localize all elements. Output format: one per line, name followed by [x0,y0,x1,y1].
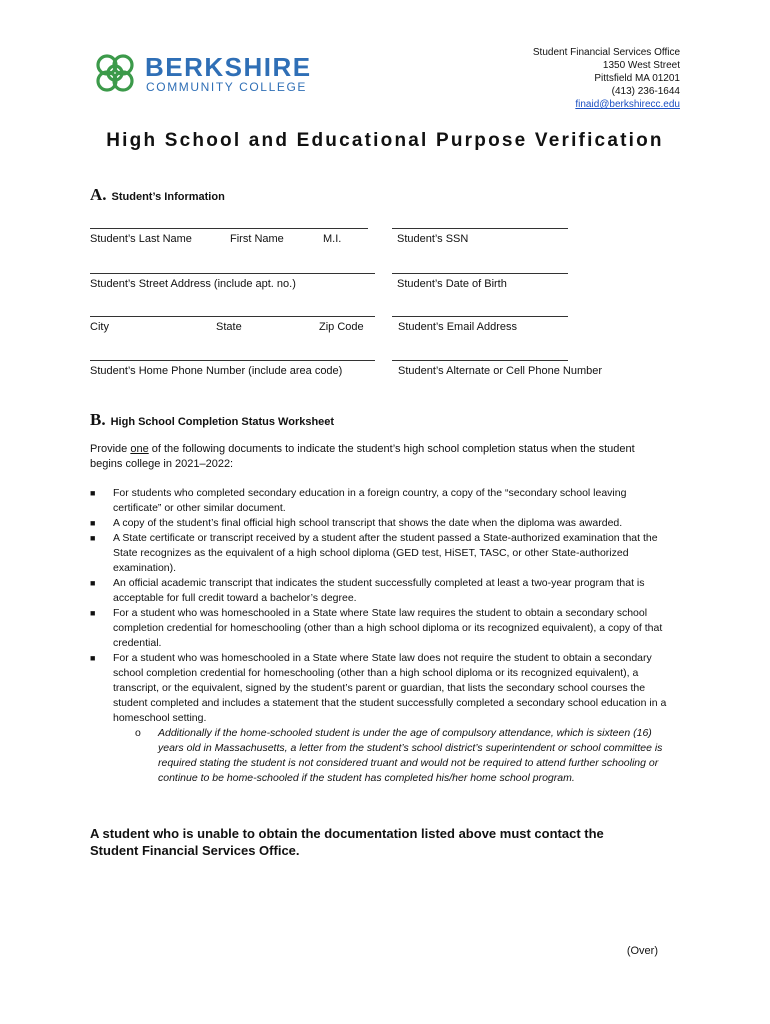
logo-wordmark: BERKSHIRE [145,52,312,82]
logo-subtitle: COMMUNITY COLLEGE [146,80,307,94]
ssn-label: Student’s SSN [397,233,469,245]
section-a-title: Student’s Information [111,191,225,203]
list-item: ■ For students who completed secondary education in a foreign country, a copy of the “secondary school leaving certificate” or other similar document. [90,487,627,514]
list-item: ■ A copy of the student’s final official high school transcript that shows the date when the diploma was awarded. [90,517,623,529]
dob-label: Student’s Date of Birth [397,278,507,290]
cell-phone-label: Student’s Alternate or Cell Phone Number [398,365,603,377]
list-item: ■ For a student who was homeschooled in a State where State law does not require the student to obtain a secondary school completion credential for homeschooling (other than a high school diploma or its recognized equivalent), a transcript, or the equivalent, signed by the student’s parent or guardian, that lists the secondary school courses the student completed and includes a statement that the student successfully completed a secondary school education in a homeschool setting. o Additionally if the home-schooled student is under the age of compulsory attendance, which is sixteen (16) years old in Massachusetts, a letter from the student’s school district’s superintendent or school committee is required stating the student is not considered truant and would not be required to attend further schooling or continue to be home-schooled if the student has completed his/her home school program. [90,651,670,786]
ssn-field[interactable] [392,228,568,229]
list-item: ■ For a student who was homeschooled in a State where State law requires the student to obtain a secondary school completion credential for homeschooling (other than a high school diploma or its recognized equivalent), a copy of that credential. [90,607,663,649]
office-address [533,46,680,111]
section-b-letter: B. [90,410,106,429]
knot-logo-icon [90,48,140,98]
mi-label: M.I. [323,233,342,245]
home-phone-field[interactable] [90,360,375,361]
over-label: (Over) [626,945,658,957]
last-name-label: Student’s Last Name [90,233,192,245]
list-item: ■ A State certificate or transcript received by a student after the student passed a State-authorized examination that the State recognizes as the equivalent of a high school diploma (GED test, HiSET, TASC, or other State-authorized examination). [90,532,658,574]
street-address-label: Student’s Street Address (include apt. no.) [90,278,296,290]
last-first-mi-field[interactable] [90,228,368,229]
contact-notice: A student who is unable to obtain the documentation listed above must contact the Student Financial Services Office. [90,826,604,858]
email-field[interactable] [392,316,568,317]
cell-phone-field[interactable] [392,360,568,361]
email-label: Student’s Email Address [398,321,518,333]
college-logo [90,48,330,100]
section-a-heading [90,185,225,205]
section-a-letter: A. [90,185,107,204]
office-phone: (413) 236-1644 [611,86,680,97]
list-item: ■ An official academic transcript that indicates the student successfully completed at least a two-year program that is acceptable for full credit toward a bachelor’s degree. [90,577,645,604]
one-emphasis: one [130,443,149,455]
office-city: Pittsfield MA 01201 [594,73,680,84]
city-state-zip-field[interactable] [90,316,375,317]
home-phone-label: Student’s Home Phone Number (include area code) [90,365,343,377]
state-label: State [216,321,242,333]
dob-field[interactable] [392,273,568,274]
first-name-label: First Name [230,233,284,245]
sub-list-item: o Additionally if the home-schooled student is under the age of compulsory attendance, which is sixteen (16) years old in Massachusetts, a letter from the student’s school district’s superintendent or school committee is required stating the student is not considered truant and would not be required to attend further schooling or continue to be home-schooled if the student has completed his/her home school program. [135,727,663,784]
zip-label: Zip Code [319,321,364,333]
city-label: City [90,321,109,333]
street-address-field[interactable] [90,273,375,274]
office-street: 1350 West Street [602,60,680,71]
page-title: High School and Educational Purpose Verification [106,130,664,151]
section-b-heading [90,410,334,430]
section-b-intro: Provide one of the following documents to indicate the student’s high school completion status when the student begins college in 2021–2022: [90,443,635,470]
document-list [90,486,670,786]
office-email-link[interactable]: finaid@berkshirecc.edu [575,99,680,110]
section-b-title: High School Completion Status Worksheet [110,416,335,428]
office-name: Student Financial Services Office [532,47,680,58]
